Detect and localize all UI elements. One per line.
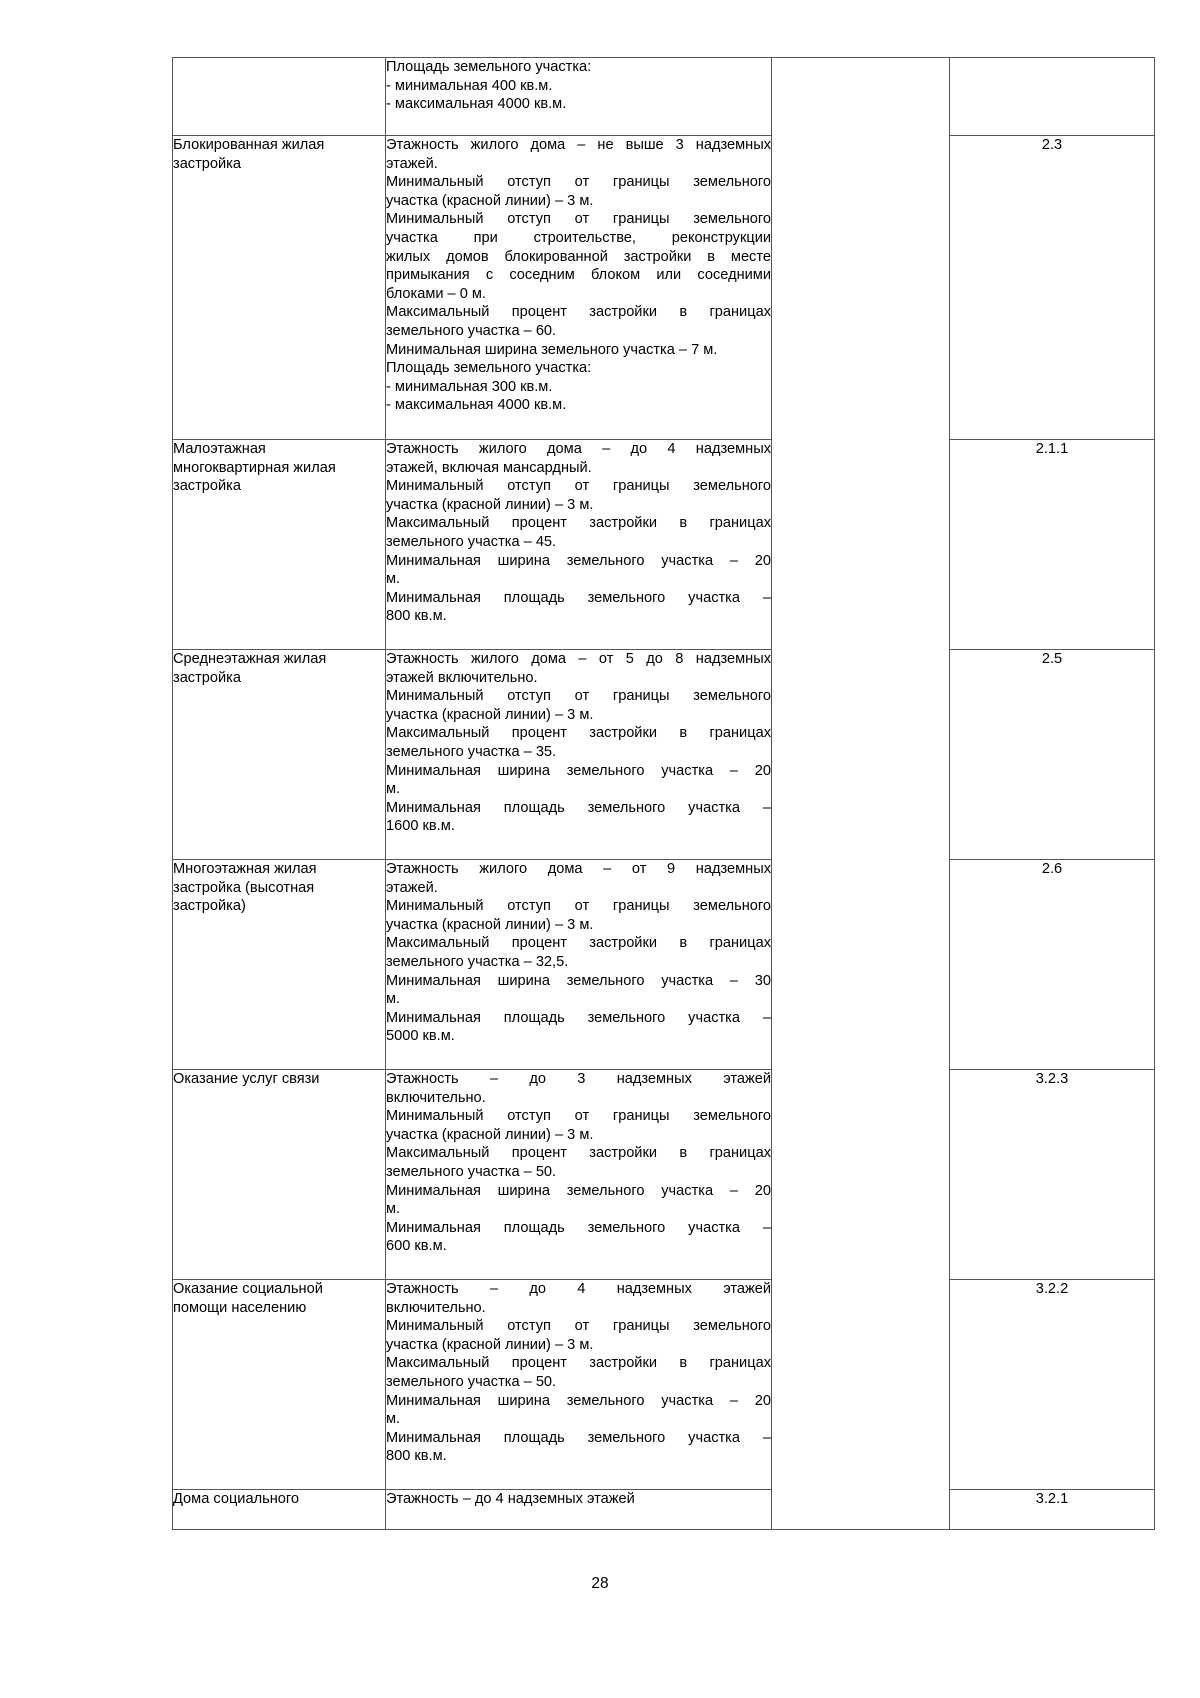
table-row	[173, 136, 1155, 440]
zone-param-line: - максимальная 4000 кв.м.	[386, 96, 567, 113]
zone-use-name-cell	[173, 440, 386, 650]
zone-param-line: м.	[386, 1201, 401, 1218]
zone-code-cell	[950, 860, 1155, 1070]
zone-use-name-cell	[173, 1490, 386, 1530]
zone-code: 3.2.2	[1035, 1281, 1069, 1297]
zone-param-line: Минимальная ширина земельного участка – 20	[386, 552, 771, 569]
zone-param-line: м.	[386, 991, 401, 1008]
zone-param-line: блоками – 0 м.	[386, 285, 486, 302]
zone-param-line: Минимальный отступ от границы земельного	[386, 1108, 771, 1125]
zone-param-line: Минимальная площадь земельного участка –	[386, 799, 771, 816]
zone-param-line: Этажность жилого дома – не выше 3 надземных	[386, 137, 771, 153]
zone-use-name-cell	[173, 650, 386, 860]
zone-param-line: участка (красной линии) – 3 м.	[386, 706, 594, 723]
zone-use-name-line: Оказание услуг связи	[173, 1071, 320, 1087]
zone-param-line: этажей.	[386, 155, 438, 172]
page-number: 28	[591, 1575, 609, 1592]
zone-param-line: Максимальный процент застройки в границах	[386, 1145, 771, 1162]
zone-params-cell	[386, 1490, 772, 1530]
table-row	[173, 650, 1155, 860]
zone-param-line: участка (красной линии) – 3 м.	[386, 1126, 594, 1143]
zone-params-cell	[386, 1280, 772, 1490]
zone-param-line: Максимальный процент застройки в границах	[386, 935, 771, 952]
zone-param-line: м.	[386, 1411, 401, 1428]
zone-use-name-line: Малоэтажная	[173, 441, 266, 457]
zone-param-line: Этажность жилого дома – от 9 надземных	[386, 861, 771, 877]
table-row	[173, 1280, 1155, 1490]
zone-params-cell	[386, 136, 772, 440]
zone-use-name-line: застройка	[173, 155, 241, 172]
zone-param-line: Максимальный процент застройки в границах	[386, 1355, 771, 1372]
zone-code-cell	[950, 1070, 1155, 1280]
zone-code: 3.2.3	[1035, 1071, 1069, 1087]
zone-use-name-cell	[173, 136, 386, 440]
zone-param-line: 800 кв.м.	[386, 608, 447, 625]
zone-param-line: Этажность жилого дома – до 4 надземных	[386, 441, 771, 457]
table-row	[173, 1070, 1155, 1280]
zone-param-line: этажей.	[386, 879, 438, 896]
zone-param-line: Минимальная площадь земельного участка –	[386, 1009, 771, 1026]
zone-param-line: Площадь земельного участка:	[386, 59, 592, 75]
zone-param-line: Максимальный процент застройки в границах	[386, 304, 771, 321]
zone-param-line: участка (красной линии) – 3 м.	[386, 192, 594, 209]
zone-use-name-line: Блокированная жилая	[173, 137, 325, 153]
zone-param-line: Минимальная ширина земельного участка – 30	[386, 972, 771, 989]
zone-code: 2.3	[1041, 137, 1063, 153]
zone-param-line: 800 кв.м.	[386, 1448, 447, 1465]
zone-param-line: 600 кв.м.	[386, 1238, 447, 1255]
zone-use-name-line: Многоэтажная жилая	[173, 861, 317, 877]
zone-param-line: - минимальная 300 кв.м.	[386, 378, 553, 395]
zone-param-line: земельного участка – 35.	[386, 743, 557, 760]
zone-param-line: Минимальная площадь земельного участка –	[386, 1219, 771, 1236]
zone-param-line: включительно.	[386, 1089, 486, 1106]
zone-param-line: Максимальный процент застройки в границах	[386, 725, 771, 742]
zone-param-line: Минимальная площадь земельного участка –	[386, 1429, 771, 1446]
zone-param-line: участка (красной линии) – 3 м.	[386, 1336, 594, 1353]
zone-code-cell	[950, 136, 1155, 440]
zone-use-name-line: застройка	[173, 669, 241, 686]
zone-params-cell	[386, 58, 772, 136]
table-row	[173, 440, 1155, 650]
zone-use-name-line: застройка	[173, 478, 241, 495]
zone-code: 2.1.1	[1035, 441, 1069, 457]
zone-param-line: земельного участка – 45.	[386, 533, 557, 550]
zone-param-line: Минимальный отступ от границы земельного	[386, 211, 771, 228]
zone-use-name-line: многоквартирная жилая	[173, 459, 336, 476]
zone-code: 3.2.1	[1035, 1491, 1069, 1507]
zone-param-line: - максимальная 4000 кв.м.	[386, 397, 567, 414]
zone-param-line: Максимальный процент застройки в границах	[386, 515, 771, 532]
zone-use-name-line: Среднеэтажная жилая	[173, 651, 327, 667]
zone-use-name-line: Оказание социальной	[173, 1281, 323, 1297]
zone-params-cell	[386, 1070, 772, 1280]
zone-param-line: Площадь земельного участка:	[386, 360, 592, 377]
zone-param-line: примыкания с соседним блоком или соседними	[386, 267, 771, 284]
zone-param-line: Этажность жилого дома – от 5 до 8 надземных	[386, 651, 771, 667]
zone-param-line: участка при строительстве, реконструкции	[386, 229, 771, 246]
zone-code-cell	[950, 650, 1155, 860]
zone-param-line: земельного участка – 50.	[386, 1163, 557, 1180]
zone-use-name-cell	[173, 1070, 386, 1280]
zone-use-name-cell	[173, 58, 386, 136]
zone-param-line: Минимальная ширина земельного участка – 20	[386, 1392, 771, 1409]
zone-param-line: Этажность – до 4 надземных этажей	[386, 1491, 635, 1507]
zone-param-line: земельного участка – 32,5.	[386, 953, 569, 970]
zone-param-line: Этажность – до 3 надземных этажей	[386, 1071, 771, 1087]
zone-param-line: земельного участка – 50.	[386, 1373, 557, 1390]
zone-param-line: 1600 кв.м.	[386, 818, 455, 835]
zone-param-line: Минимальная ширина земельного участка – 20	[386, 1182, 771, 1199]
zone-param-line: этажей, включая мансардный.	[386, 459, 592, 476]
zone-param-line: жилых домов блокированной застройки в месте	[386, 248, 771, 265]
zone-params-cell	[386, 860, 772, 1070]
zone-use-name-line: помощи населению	[173, 1299, 307, 1316]
zone-param-line: земельного участка – 60.	[386, 322, 557, 339]
zone-param-line: Минимальный отступ от границы земельного	[386, 174, 771, 191]
zone-param-line: Минимальный отступ от границы земельного	[386, 478, 771, 495]
zone-params-cell	[386, 650, 772, 860]
zone-param-line: Минимальный отступ от границы земельного	[386, 688, 771, 705]
zone-param-line: 5000 кв.м.	[386, 1028, 455, 1045]
zone-param-line: Минимальная площадь земельного участка –	[386, 589, 771, 606]
zone-param-line: м.	[386, 781, 401, 798]
zone-param-line: - минимальная 400 кв.м.	[386, 77, 553, 94]
zone-use-name-line: застройка)	[173, 898, 246, 915]
zone-use-name-line: Дома социального	[173, 1491, 299, 1507]
zone-param-line: Этажность – до 4 надземных этажей	[386, 1281, 771, 1297]
zone-param-line: Минимальный отступ от границы земельного	[386, 1318, 771, 1335]
zone-param-line: этажей включительно.	[386, 669, 538, 686]
zone-use-name-cell	[173, 860, 386, 1070]
table-row	[173, 860, 1155, 1070]
zone-param-line: м.	[386, 571, 401, 588]
table-row	[173, 1490, 1155, 1530]
zone-use-name-cell	[173, 1280, 386, 1490]
zone-use-name-line: застройка (высотная	[173, 879, 315, 896]
zone-params-cell	[386, 440, 772, 650]
zone-param-line: Минимальная ширина земельного участка – 7 м.	[386, 341, 718, 358]
zone-param-line: включительно.	[386, 1299, 486, 1316]
zone-param-line: участка (красной линии) – 3 м.	[386, 496, 594, 513]
empty-merged-column	[772, 58, 950, 1530]
zone-param-line: участка (красной линии) – 3 м.	[386, 916, 594, 933]
zone-code: 2.5	[1041, 651, 1063, 667]
zone-code-cell	[950, 1280, 1155, 1490]
zone-code-cell	[950, 440, 1155, 650]
table-row	[173, 58, 1155, 136]
zone-param-line: Минимальная ширина земельного участка – 20	[386, 762, 771, 779]
zone-code: 2.6	[1041, 861, 1063, 877]
zone-code-cell	[950, 1490, 1155, 1530]
zone-param-line: Минимальный отступ от границы земельного	[386, 898, 771, 915]
zoning-table	[172, 57, 1155, 1530]
zoning-table-body	[173, 58, 1155, 1530]
zone-code-cell	[950, 58, 1155, 136]
